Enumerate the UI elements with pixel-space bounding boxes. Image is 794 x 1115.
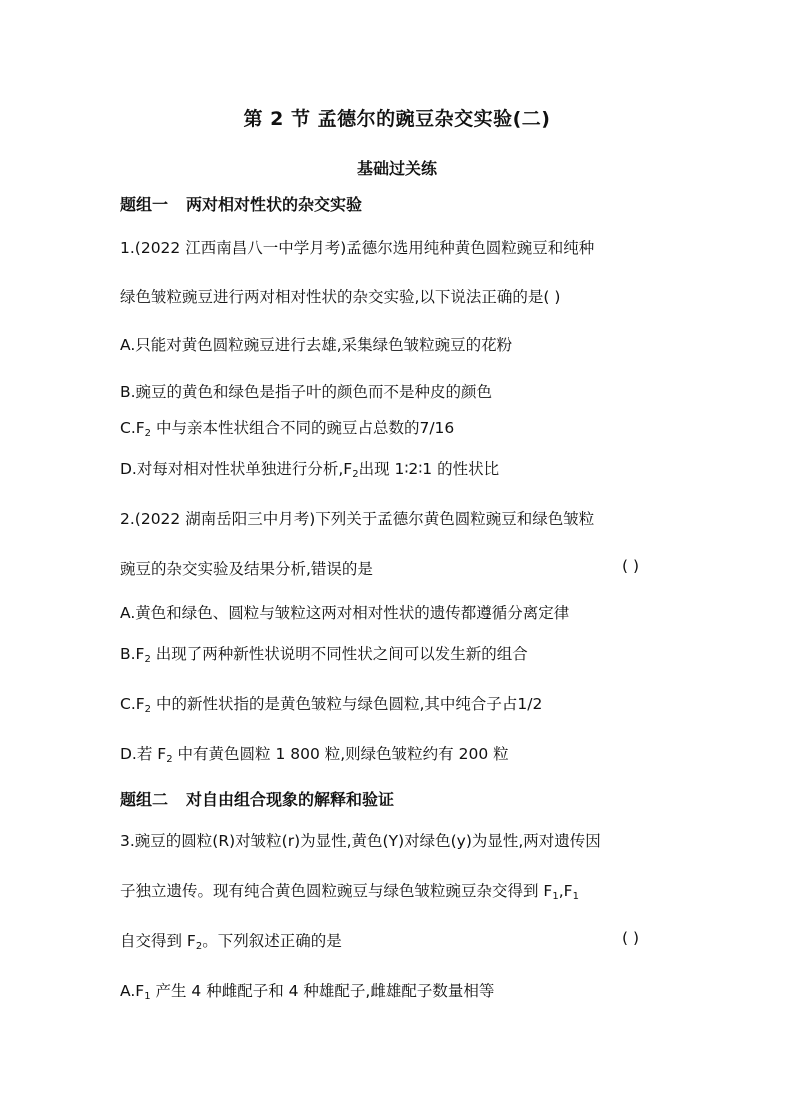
q2-stem-line-2: 豌豆的杂交实验及结果分析,错误的是 (120, 560, 373, 578)
q3-option-a: $A.F_1$ 产生 4 种雌配子和 4 种雄配子,雌雄配子数量相等 (120, 982, 495, 1002)
q3-stem-line-1: 3.豌豆的圆粒(R)对皱粒(r)为显性,黄色(Y)对绿色(y)为显性,两对遗传因 (120, 832, 601, 850)
q3-stem-line-2: 子独立遗传。现有纯合黄色圆粒豌豆与绿色皱粒豌豆杂交得到 $F_1,F_1$ (120, 882, 579, 902)
q1-stem-line-2: 绿色皱粒豌豆进行两对相对性状的杂交实验,以下说法正确的是( ) (120, 288, 561, 306)
section-title: 第 2 节 孟德尔的豌豆杂交实验(二) (243, 108, 551, 130)
q2-option-b: $B.F_2$ 出现了两种新性状说明不同性状之间可以发生新的组合 (120, 645, 528, 665)
group-label: 题组二 (120, 790, 169, 809)
q2-option-c: $C.F_2$ 中的新性状指的是黄色皱粒与绿色圆粒,其中纯合子占1/2 (120, 695, 543, 715)
q1-option-c: $C.F_2$ 中与亲本性状组合不同的豌豆占总数的7/16 (120, 419, 455, 439)
q1-option-b: B.豌豆的黄色和绿色是指子叶的颜色而不是种皮的颜色 (120, 383, 493, 401)
q3-answer-paren: ( ) (622, 929, 640, 947)
q3-stem-line-3: 自交得到 $F_2$。下列叙述正确的是 (120, 932, 342, 952)
group-topic: 对自由组合现象的解释和验证 (186, 790, 395, 809)
q2-option-a: A.黄色和绿色、圆粒与皱粒这两对相对性状的遗传都遵循分离定律 (120, 604, 570, 622)
q2-option-d: D.若 $F_2$ 中有黄色圆粒 1 800 粒,则绿色皱粒约有 200 粒 (120, 745, 509, 765)
group-heading-1 (120, 192, 362, 215)
q1-option-a: A.只能对黄色圆粒豌豆进行去雄,采集绿色皱粒豌豆的花粉 (120, 336, 513, 354)
group-topic: 两对相对性状的杂交实验 (186, 195, 363, 214)
q2-stem-line-1: 2.(2022 湖南岳阳三中月考)下列关于孟德尔黄色圆粒豌豆和绿色皱粒 (120, 510, 595, 528)
section-subtitle: 基础过关练 (356, 159, 437, 178)
q1-option-d: D.对每对相对性状单独进行分析$,F_2$出现 1∶2∶1 的性状比 (120, 460, 500, 480)
q2-answer-paren: ( ) (622, 557, 640, 575)
q1-stem-line-1: 1.(2022 江西南昌八一中学月考)孟德尔选用纯种黄色圆粒豌豆和纯种 (120, 239, 595, 257)
group-label: 题组一 (120, 195, 169, 214)
group-heading-2 (120, 787, 394, 810)
